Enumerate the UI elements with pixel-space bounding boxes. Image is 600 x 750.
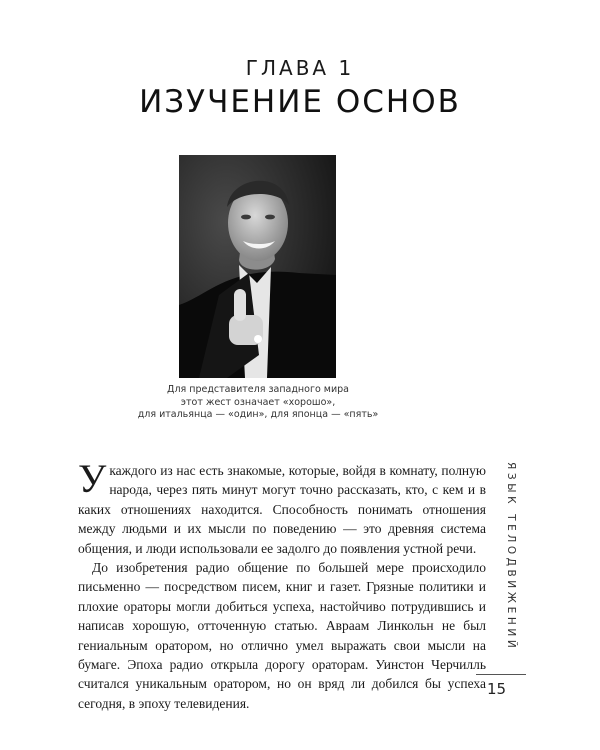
caption-line: этот жест означает «хорошо», <box>180 396 336 408</box>
book-title-text: ЯЗЫК ТЕЛОДВИЖЕНИЙ <box>505 462 517 652</box>
running-book-title <box>499 462 523 692</box>
chapter-label: ГЛАВА 1 <box>245 56 355 80</box>
body-text <box>78 456 486 713</box>
paragraph <box>78 456 486 558</box>
figure-caption <box>130 384 386 422</box>
paragraph: До изобретения радио общение по большей мере происходило письменно — посредством писем, книг и газет. Грязные политики и плохие ораторы могли добиться успеха, настойчиво потрудившись и написав хорошую, отточенную статью. Авраам Линкольн не был гениальным оратором, но отлично умел выражать свои мысли на бумаге. Эпоха радио открыла дорогу ораторам. Уинстон Черчилль считался уникальным оратором, но он вряд ли добился бы успеха сегодня, в эпоху телевидения. <box>78 560 486 711</box>
paragraph-text: каждого из нас есть знакомые, которые, войдя в комнату, полную народа, через пять минут могут точно рассказать, кто, с кем и в каких отношениях находится. Способность понимать отношения между людьми и их мысли по поведению — это древняя система общения, и люди использовали ее задолго до появления устной речи. <box>78 463 486 556</box>
page-number-rule <box>476 674 526 675</box>
caption-line: для итальянца — «один», для японца — «пять» <box>137 409 379 420</box>
caption-line: Для представителя западного мира <box>167 384 349 395</box>
page-number: 15 <box>487 680 507 698</box>
chapter-title: ИЗУЧЕНИЕ ОСНОВ <box>139 84 461 120</box>
photo-man-thumbs-up <box>179 155 336 378</box>
drop-cap: У <box>78 456 107 501</box>
